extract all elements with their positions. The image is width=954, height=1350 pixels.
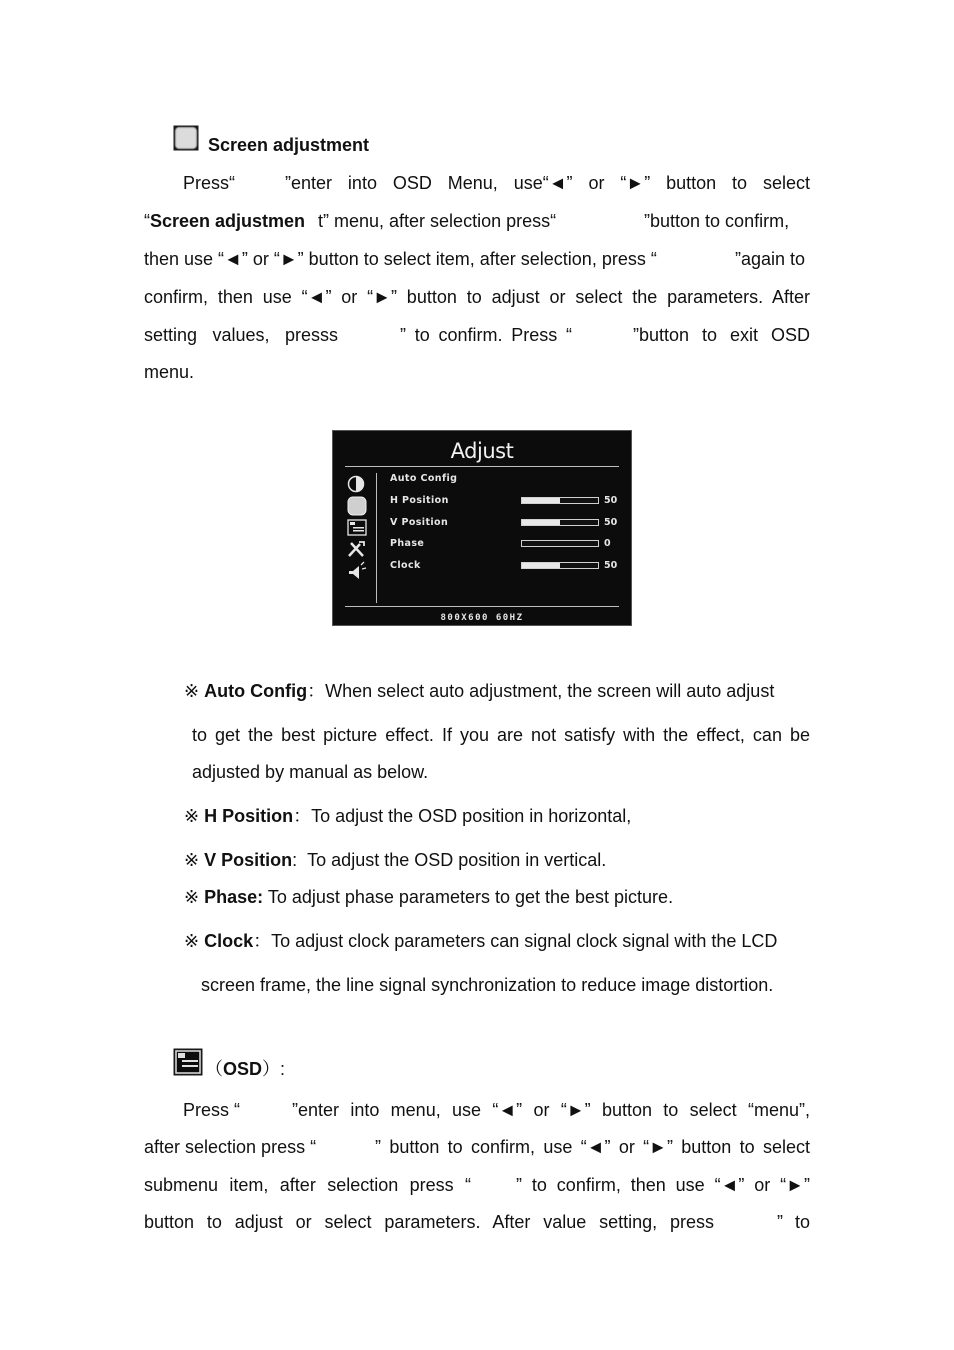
- osd-slider-fill: [522, 563, 560, 568]
- note-text: To adjust the OSD position in horizontal,: [311, 806, 632, 826]
- note-auto-config: [184, 680, 774, 702]
- osd-item-value: 0: [604, 538, 611, 549]
- note-h-position: [184, 805, 631, 827]
- osd-slider-fill: [522, 498, 560, 503]
- reference-mark: ※: [184, 887, 200, 907]
- osd-settings-icon: [347, 519, 367, 541]
- section-heading-screen-adjustment: Screen adjustment: [208, 135, 370, 155]
- section-heading-osd: [205, 1058, 285, 1080]
- screen-adjustment-paragraph: [144, 172, 810, 392]
- heading-bracket: （: [205, 1059, 223, 1079]
- osd-slider: [521, 540, 599, 547]
- note-separator: ：: [253, 931, 272, 951]
- osd-paragraph: [144, 1099, 810, 1239]
- monitor-square-icon: [173, 125, 199, 151]
- osd-resolution-footer: 800X600 60HZ: [440, 613, 524, 623]
- text-fragment: ” to confirm. Press “: [400, 325, 572, 345]
- text-fragment: ”enter into OSD Menu, use“◄” or “►” button to select: [285, 173, 810, 193]
- text-fragment: ” to: [777, 1212, 810, 1232]
- osd-item-value: 50: [604, 495, 618, 506]
- note-text: To adjust phase parameters to get the best picture.: [267, 887, 674, 907]
- osd-item-label: Auto Config: [390, 473, 458, 484]
- note-text: To adjust the OSD position in vertical.: [307, 850, 607, 870]
- osd-item-label: V Position: [390, 517, 449, 528]
- text-fragment: submenu item, after selection press “: [144, 1175, 471, 1195]
- note-text: to get the best picture effect. If you are not satisfy with the effect, can be: [192, 725, 810, 745]
- osd-adjust-screenshot: [332, 430, 632, 626]
- contrast-icon: [347, 475, 365, 498]
- note-separator: ：: [293, 806, 312, 826]
- speaker-icon: [347, 560, 367, 585]
- text-fragment: ”button to exit OSD: [633, 325, 810, 345]
- heading-text: OSD: [223, 1059, 263, 1079]
- osd-item-value: 50: [604, 517, 618, 528]
- note-v-position: [184, 849, 606, 871]
- osd-divider: [376, 473, 377, 603]
- osd-item-value: 50: [604, 560, 618, 571]
- text-fragment: “: [144, 211, 150, 231]
- text-fragment: t” menu, after selection press“: [318, 211, 557, 231]
- text-fragment: Press “: [183, 1100, 241, 1120]
- text-bold: Screen adjustmen: [150, 211, 306, 231]
- text-fragment: ” button to confirm, use “◄” or “►” button to select: [375, 1137, 810, 1157]
- text-fragment: ”button to confirm,: [644, 211, 790, 231]
- osd-divider: [345, 606, 619, 607]
- note-term: Phase:: [204, 887, 264, 907]
- text-fragment: then use “◄” or “►” button to select item, after selection, press “: [144, 249, 657, 269]
- osd-item-label: Phase: [390, 538, 425, 549]
- reference-mark: ※: [184, 850, 200, 870]
- note-separator: :: [292, 850, 298, 870]
- osd-slider: [521, 519, 599, 526]
- osd-slider: [521, 497, 599, 504]
- text-fragment: Press“: [183, 173, 236, 193]
- osd-slider: [521, 562, 599, 569]
- text-fragment: after selection press “: [144, 1137, 317, 1157]
- osd-menu-icon: [173, 1048, 203, 1076]
- note-term: H Position: [204, 806, 294, 826]
- note-text: To adjust clock parameters can signal clock signal with the LCD: [271, 931, 778, 951]
- heading-bracket: ）:: [262, 1059, 286, 1079]
- note-separator: ：: [307, 681, 326, 701]
- note-term: Clock: [204, 931, 254, 951]
- note-text: screen frame, the line signal synchronization to reduce image distortion.: [201, 975, 774, 995]
- osd-title: Adjust: [450, 439, 514, 463]
- osd-slider-fill: [522, 520, 560, 525]
- reference-mark: ※: [184, 806, 200, 826]
- reference-mark: ※: [184, 931, 200, 951]
- note-text: When select auto adjustment, the screen will auto adjust: [325, 681, 775, 701]
- text-fragment: ” to confirm, then use “◄” or “►”: [516, 1175, 810, 1195]
- text-fragment: ”enter into menu, use “◄” or “►” button to select “menu”,: [292, 1100, 810, 1120]
- note-term: V Position: [204, 850, 293, 870]
- paragraph-line: confirm, then use “◄” or “►” button to adjust or select the parameters. After: [144, 287, 810, 307]
- osd-item-label: H Position: [390, 495, 449, 506]
- note-clock: [184, 930, 777, 952]
- note-term: Auto Config: [204, 681, 308, 701]
- note-text: adjusted by manual as below.: [192, 762, 429, 782]
- text-fragment: ”again to: [735, 249, 806, 269]
- note-phase: [184, 886, 673, 908]
- reference-mark: ※: [184, 681, 200, 701]
- text-fragment: setting values, presss: [144, 325, 338, 345]
- paragraph-line: menu.: [144, 362, 195, 382]
- osd-item-label: Clock: [390, 560, 421, 571]
- osd-divider: [345, 466, 619, 467]
- screen-adjust-icon: [347, 496, 367, 521]
- text-fragment: button to adjust or select parameters. After value setting, press: [144, 1212, 714, 1232]
